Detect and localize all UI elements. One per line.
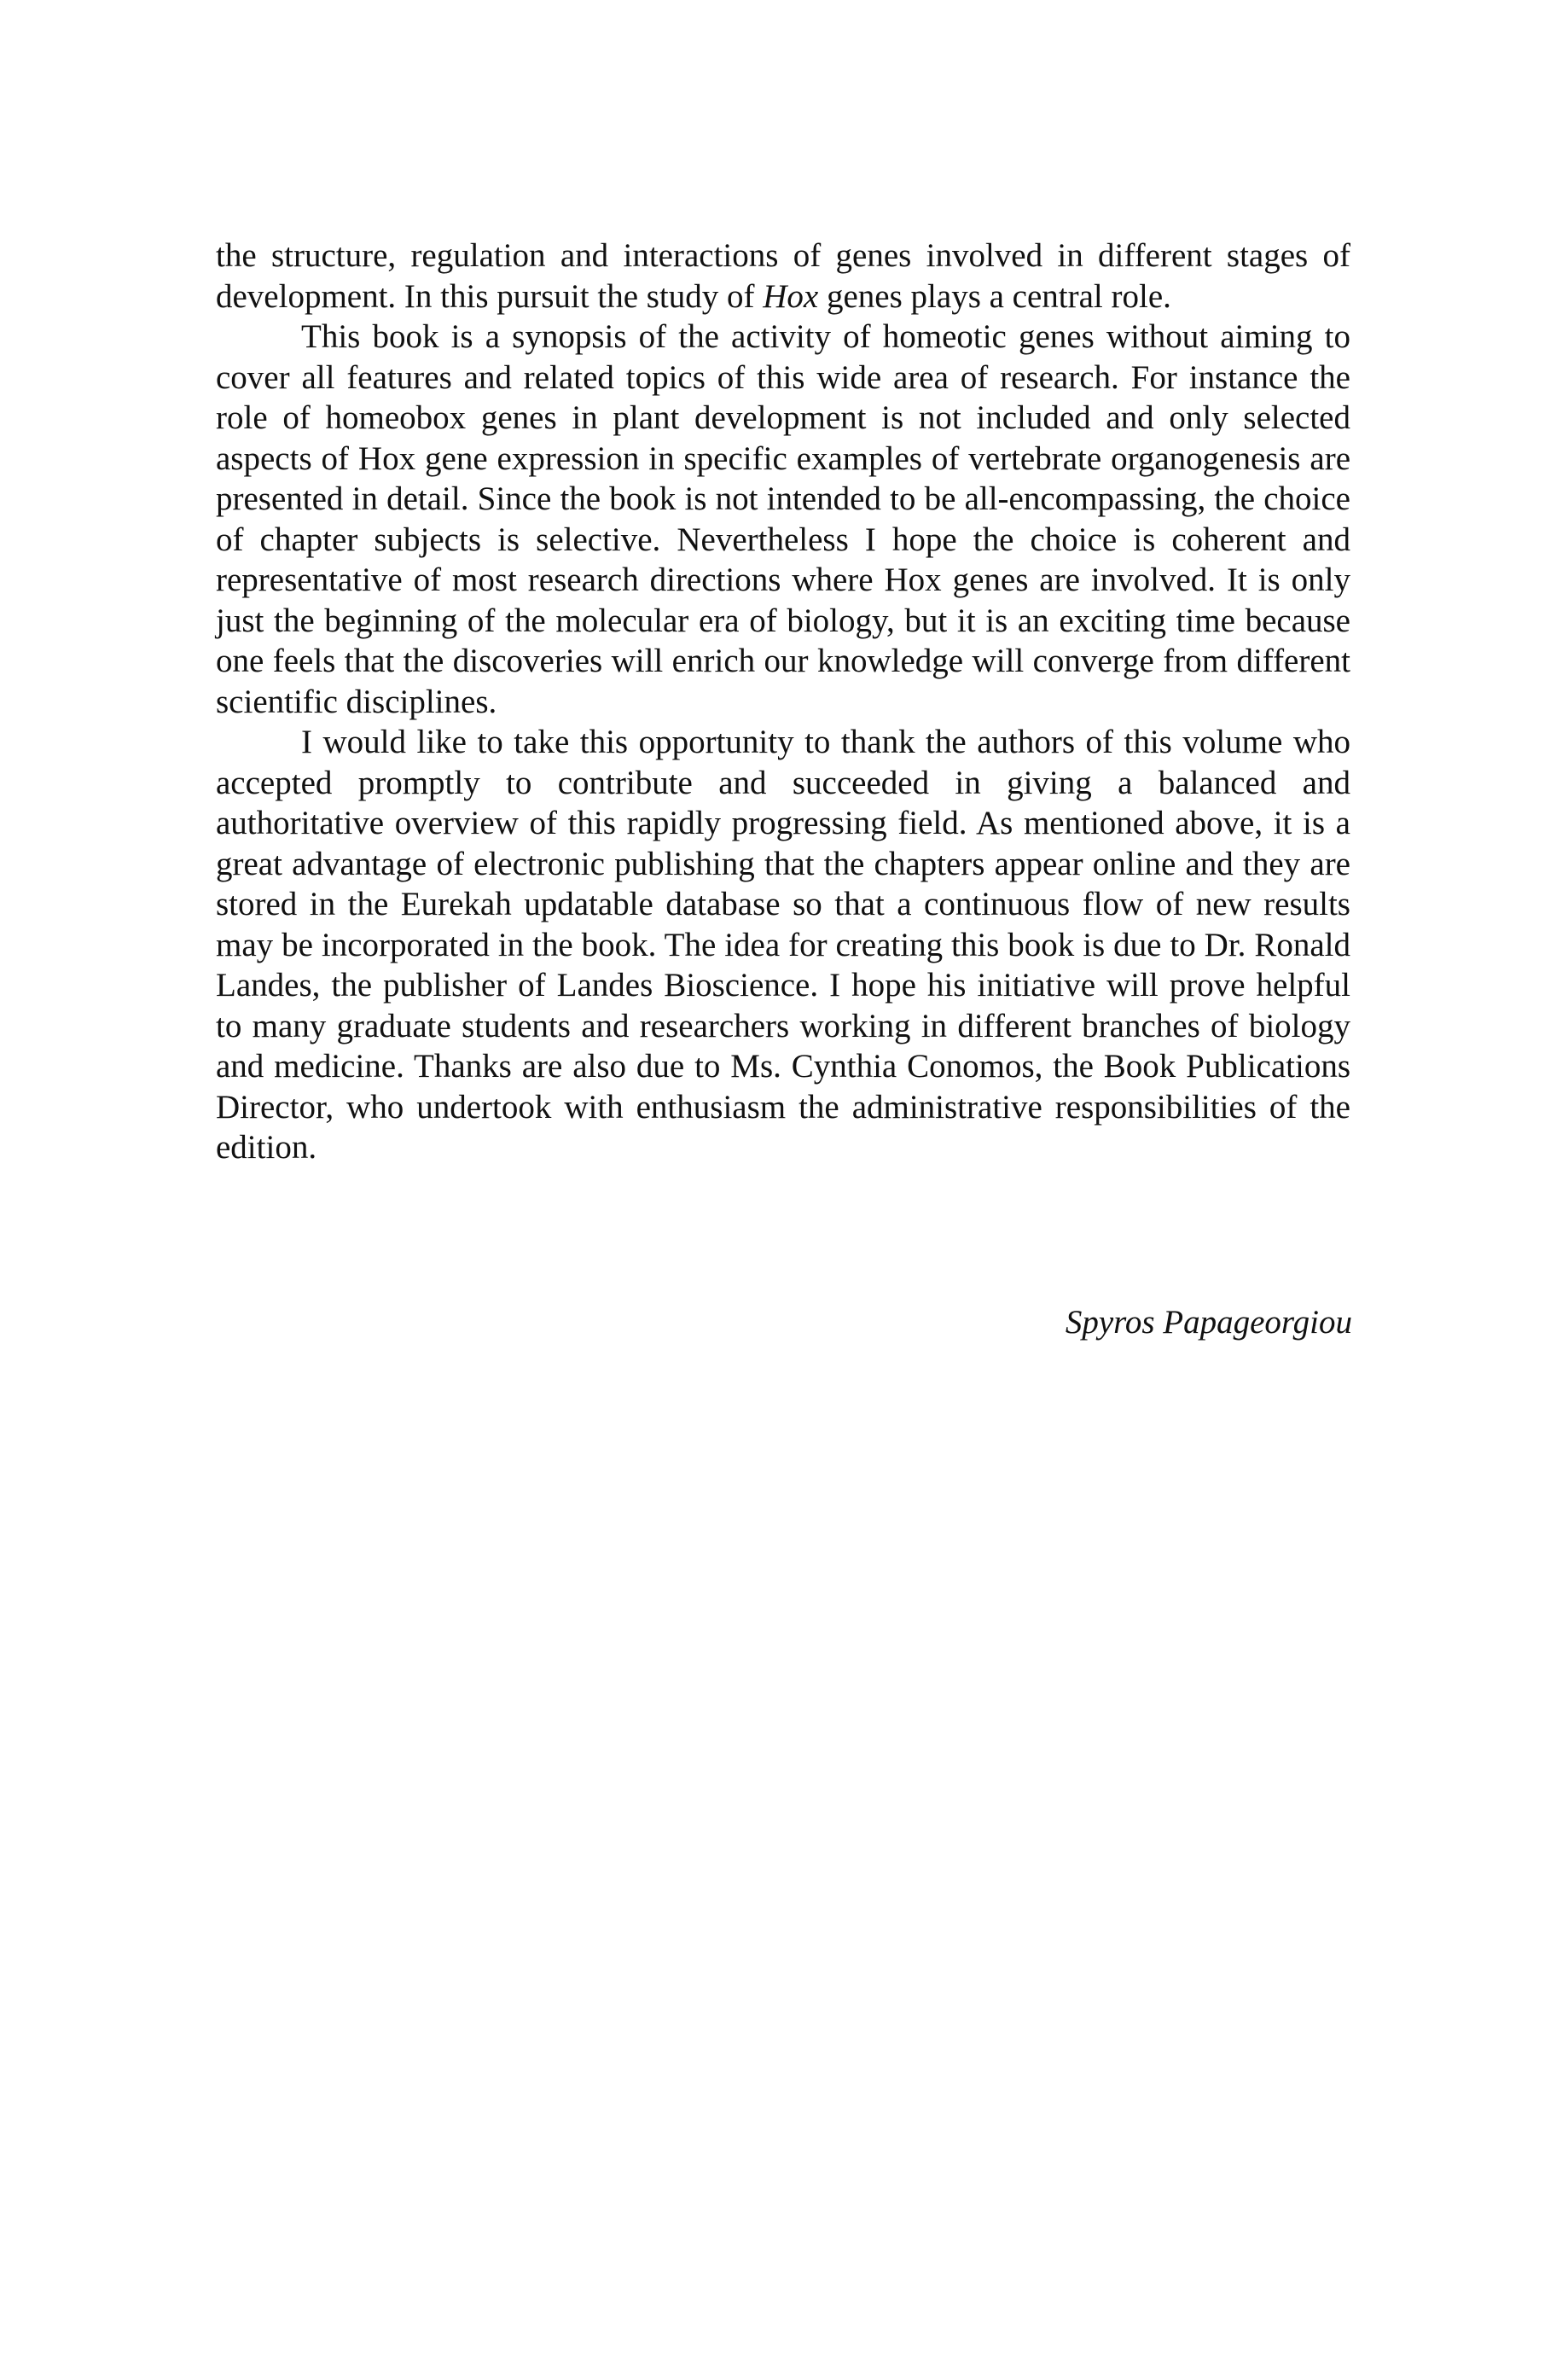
paragraph-2: This book is a synopsis of the activity of homeotic genes without aiming to cover all features and related topics of this wide area of research. For instance the role of homeobox genes in plant development is not included and only selected aspects of Hox gene expression in specific examples of vertebrate organogenesis are presented in detail. Since the book is not intended to be all-encompassing, the choice of chapter subjects is selective. Nevertheless I hope the choice is coherent and representative of most research directions where Hox genes are involved. It is only just the beginning of the molecular era of biology, but it is an exciting time because one feels that the discoveries will enrich our knowledge will converge from different scientific disciplines. [216, 318, 1350, 720]
author-signature: Spyros Papageorgiou [1065, 1304, 1352, 1341]
hox-italic-term: Hox [763, 277, 819, 315]
paragraph-1-text-b: genes plays a central role. [818, 277, 1171, 315]
paragraph-1-text-a: the structure, regulation and interactions of genes involved in different stages of development. In this pursuit the study of [216, 237, 1350, 315]
paragraph-3: I would like to take this opportunity to thank the authors of this volume who accepted promptly to contribute and succeeded in giving a balanced and authoritative overview of this rapidly progressing field. As mentioned above, it is a great advantage of electronic publishing that the chapters appear online and they are stored in the Eurekah updatable database so that a continuous flow of new results may be incorporated in the book. The idea for creating this book is due to Dr. Ronald Landes, the publisher of Landes Bioscience. I hope his initiative will prove helpful to many graduate students and researchers working in different branches of biology and medicine. Thanks are also due to Ms. Cynthia Conomos, the Book Publications Director, who undertook with enthusiasm the administrative responsibilities of the edition. [216, 724, 1350, 1166]
preface-text [216, 236, 1350, 1168]
paragraph-1 [216, 236, 1350, 317]
